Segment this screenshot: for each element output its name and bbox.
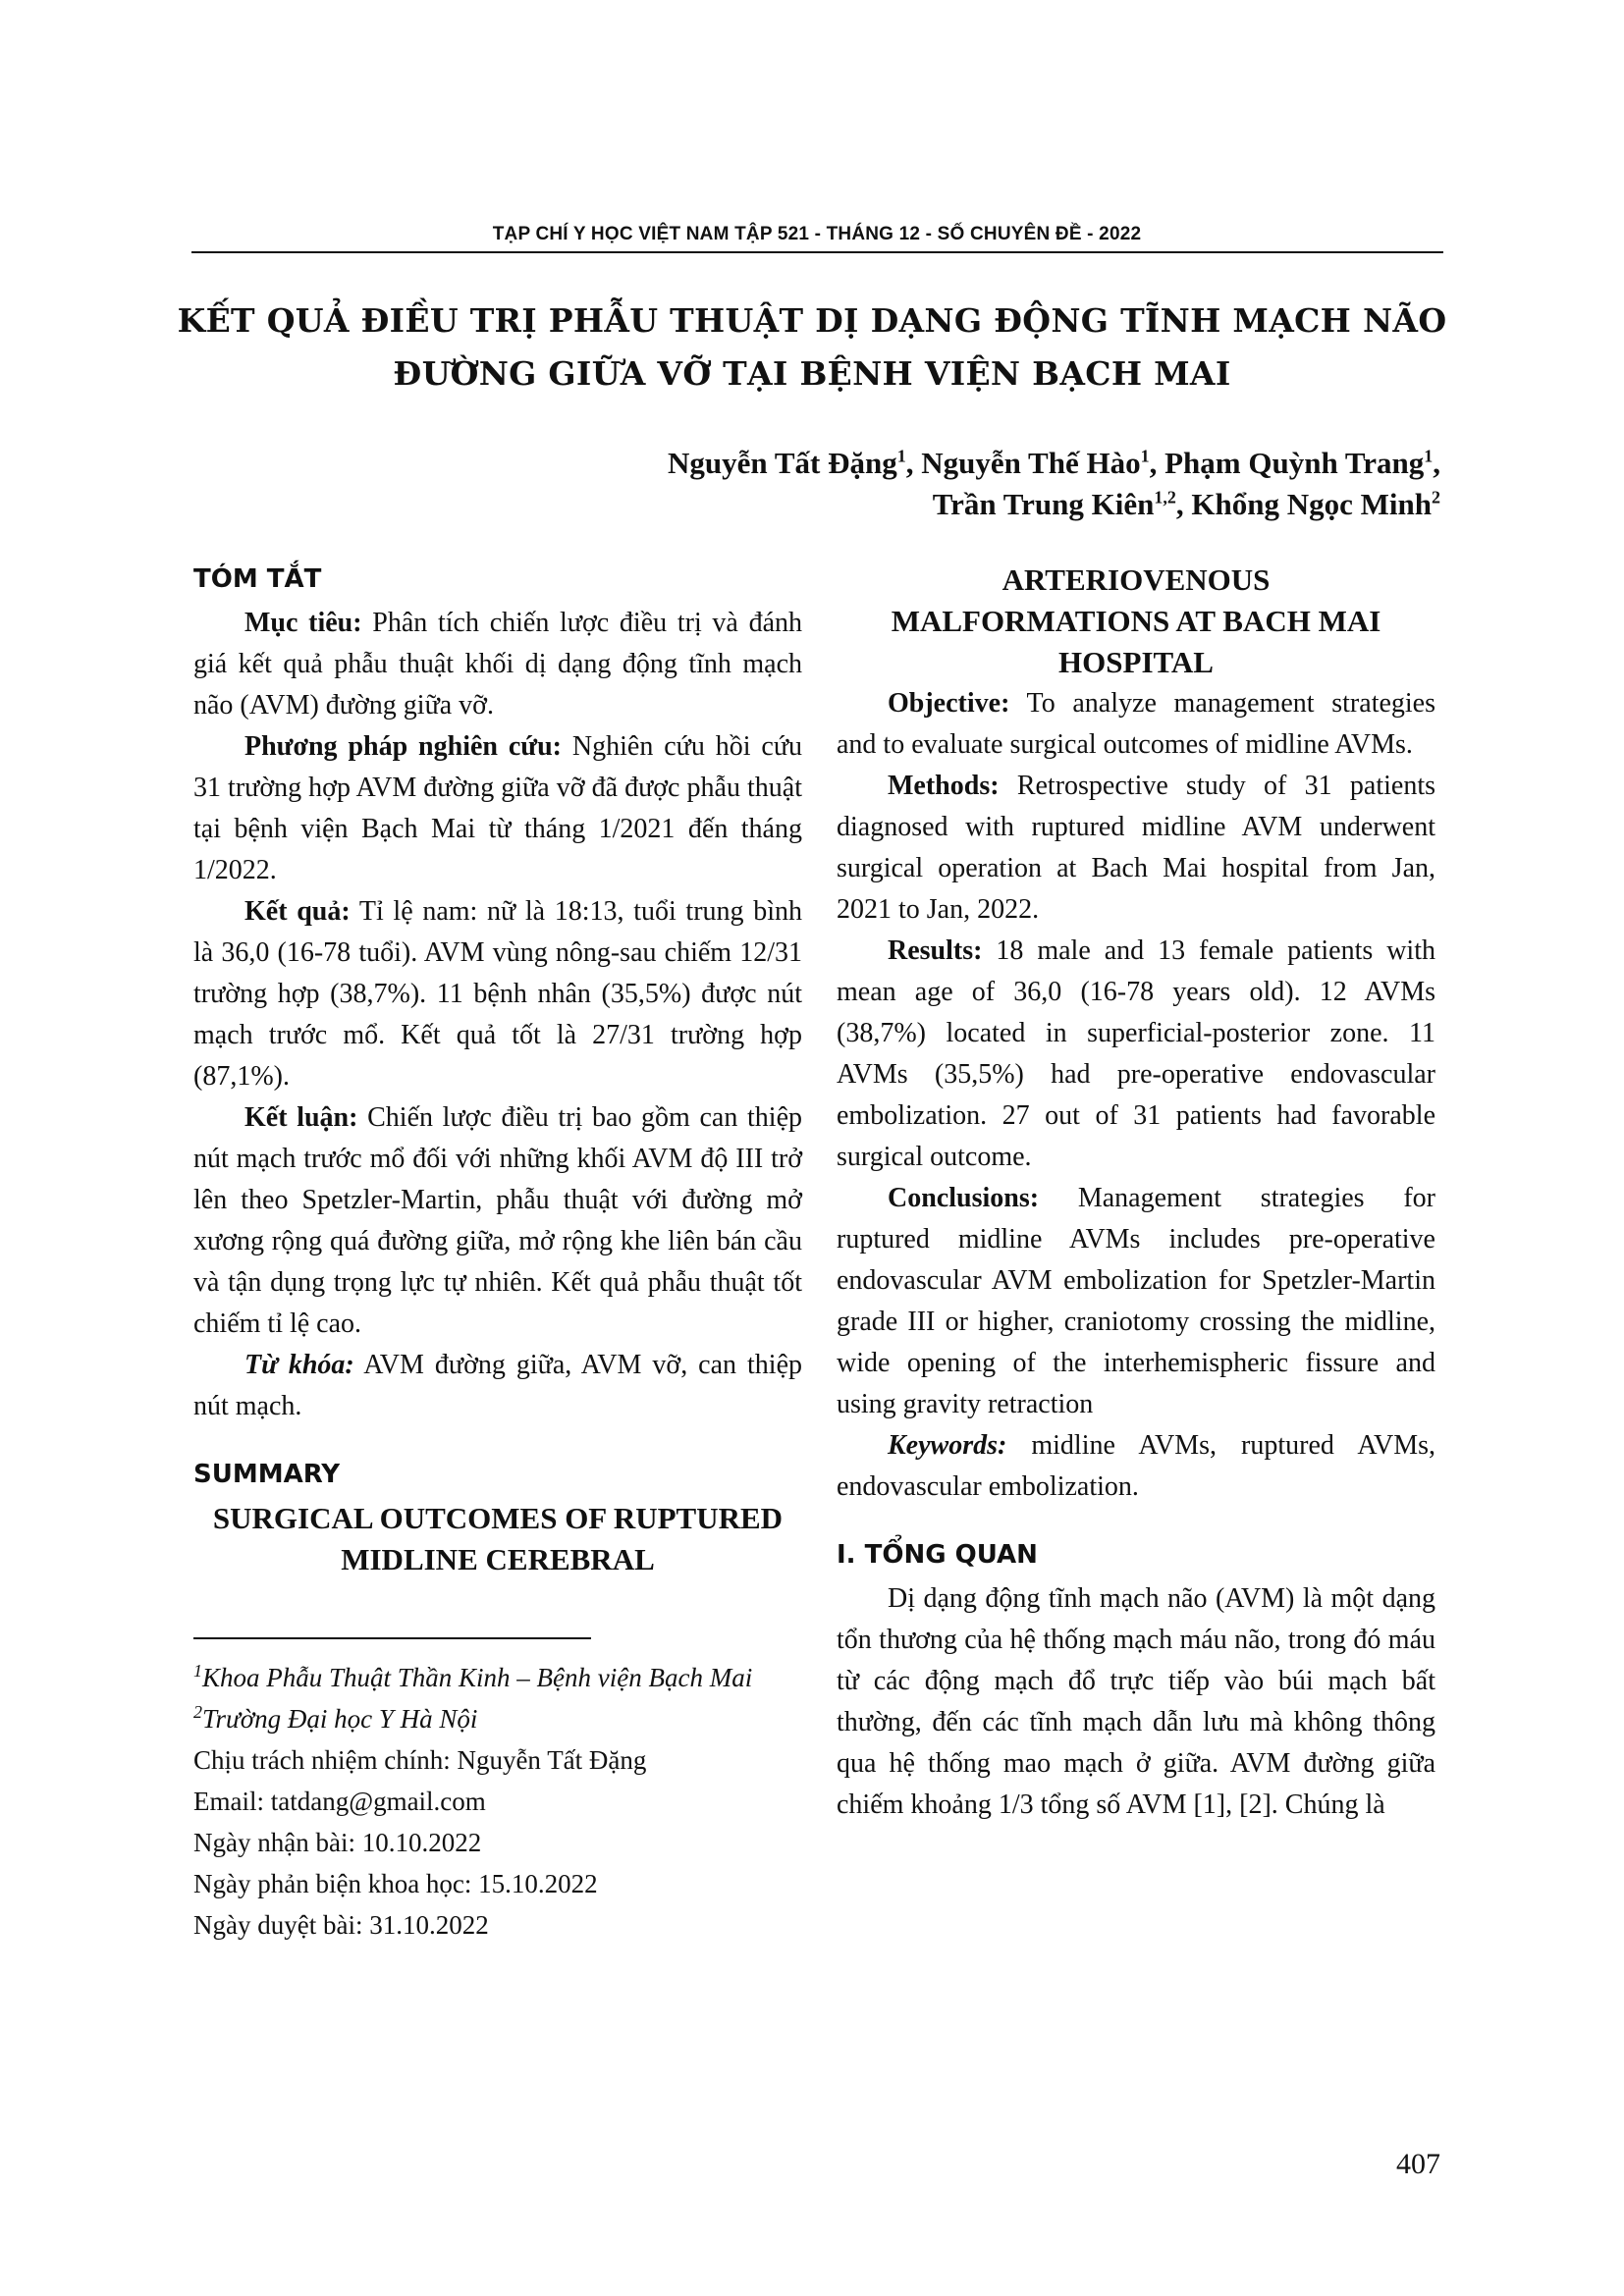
text: Chiến lược điều trị bao gồm can thiệp nút mạch trước mổ đối với những khối AVM độ III trở lên theo Spetzler-Martin, phẫu thuật với đường mở xương rộng quá đường giữa, mở rộng khe liên bán cầu và tận dụng trọng lực tự nhiên. Kết quả phẫu thuật tốt chiếm tỉ lệ cao. xyxy=(193,1102,802,1339)
abstract-results-vi xyxy=(193,891,802,1097)
affil-sup: 2 xyxy=(193,1702,202,1722)
footnotes xyxy=(193,1657,802,1946)
date-reviewed: Ngày phản biện khoa học: 15.10.2022 xyxy=(193,1869,598,1898)
right-column xyxy=(837,560,1435,1826)
left-column xyxy=(193,560,802,1580)
intro-heading: I. TỔNG QUAN xyxy=(837,1540,1038,1570)
label: Conclusions: xyxy=(888,1183,1040,1213)
label: Results: xyxy=(888,935,983,966)
label: Phương pháp nghiên cứu: xyxy=(244,731,563,762)
footnote-rule xyxy=(193,1637,591,1639)
author-name: Nguyễn Thế Hào xyxy=(921,446,1141,480)
intro-paragraph: Dị dạng động tĩnh mạch não (AVM) là một dạng tổn thương của hệ thống mạch máu não, trong đó máu từ các động mạch đổ trực tiếp vào búi mạch bất thường, đến các tĩnh mạch dẫn lưu mà không thông qua hệ thống mao mạch ở giữa. AVM đường giữa chiếm khoảng 1/3 tổng số AVM [1], [2]. Chúng là xyxy=(837,1583,1435,1820)
text: 18 male and 13 female patients with mean age of 36,0 (16-78 years old). 12 AVMs (38,7%) located in superficial-posterior zone. 11 AVMs (35,5%) had pre-operative endovascular embolization. 27 out of 31 patients had favorable surgical outcome. xyxy=(837,935,1435,1172)
label: Methods: xyxy=(888,771,1000,801)
running-head: TẠP CHÍ Y HỌC VIỆT NAM TẬP 521 - THÁNG 12 - SỐ CHUYÊN ĐỀ - 2022 xyxy=(492,224,1142,244)
text: Retrospective study of 31 patients diagnosed with ruptured midline AVM underwent surgical operation at Bach Mai hospital from Jan, 2021 to Jan, 2022. xyxy=(837,771,1435,925)
summary-methods xyxy=(837,766,1435,931)
text: midline AVMs, ruptured AVMs, endovascular embolization. xyxy=(837,1430,1435,1502)
author-name: Trần Trung Kiên xyxy=(932,487,1155,521)
summary-conclusions xyxy=(837,1178,1435,1425)
author-affil-sup: 1 xyxy=(1424,446,1434,466)
affil-sup: 1 xyxy=(193,1661,202,1681)
summary-results xyxy=(837,931,1435,1178)
text: Management strategies for ruptured midline AVMs includes pre-operative endovascular AVM embolization for Spetzler-Martin grade III or higher, craniotomy crossing the midline, wide opening of the interhemispheric fissure and using gravity retraction xyxy=(837,1183,1435,1419)
header-rule xyxy=(191,251,1443,253)
affiliation-2 xyxy=(193,1698,802,1739)
author-name: Nguyễn Tất Đặng xyxy=(668,446,897,480)
date-accepted: Ngày duyệt bài: 31.10.2022 xyxy=(193,1910,489,1940)
author-list xyxy=(459,443,1440,525)
english-title-part-1: SURGICAL OUTCOMES OF RUPTURED MIDLINE CEREBRAL xyxy=(212,1501,784,1576)
label: Kết luận: xyxy=(244,1102,358,1133)
affil-text: Khoa Phẫu Thuật Thần Kinh – Bệnh viện Bạch Mai xyxy=(202,1663,753,1692)
abstract-heading-vi: TÓM TẮT xyxy=(193,564,322,594)
corresponding-author: Chịu trách nhiệm chính: Nguyễn Tất Đặng xyxy=(193,1745,647,1775)
author-affil-sup: 1,2 xyxy=(1154,487,1176,507)
label: Kết quả: xyxy=(244,896,351,927)
affil-text: Trường Đại học Y Hà Nội xyxy=(202,1704,478,1734)
text: AVM đường giữa, AVM vỡ, can thiệp nút mạch. xyxy=(193,1350,802,1421)
abstract-conclusion-vi xyxy=(193,1097,802,1345)
text: Tỉ lệ nam: nữ là 18:13, tuổi trung bình là 36,0 (16-78 tuổi). AVM vùng nông-sau chiếm 12/31 trường hợp (38,7%). 11 bệnh nhân (35,5%) được nút mạch trước mổ. Kết quả tốt là 27/31 trường hợp (87,1%). xyxy=(193,896,802,1092)
date-received: Ngày nhận bài: 10.10.2022 xyxy=(193,1828,482,1857)
email: Email: tatdang@gmail.com xyxy=(193,1787,486,1816)
summary-heading: SUMMARY xyxy=(193,1460,341,1489)
summary-objective xyxy=(837,683,1435,766)
author-name: Phạm Quỳnh Trang xyxy=(1164,446,1425,480)
abstract-keywords-vi xyxy=(193,1345,802,1427)
article-title xyxy=(157,294,1467,400)
abstract-objective-vi xyxy=(193,603,802,726)
author-affil-sup: 1 xyxy=(1140,446,1150,466)
text: Phân tích chiến lược điều trị và đánh giá kết quả phẫu thuật khối dị dạng động tĩnh mạch não (AVM) đường giữa vỡ. xyxy=(193,608,803,721)
text: To analyze management strategies and to evaluate surgical outcomes of midline AVMs. xyxy=(837,688,1435,760)
page-number: 407 xyxy=(1396,2148,1440,2180)
label: Từ khóa: xyxy=(244,1350,354,1380)
title-line-1: KẾT QUẢ ĐIỀU TRỊ PHẪU THUẬT DỊ DẠNG ĐỘNG TĨNH MẠCH NÃO xyxy=(177,301,1447,340)
abstract-methods-vi xyxy=(193,726,802,891)
affiliation-1 xyxy=(193,1657,802,1698)
label: Objective: xyxy=(888,688,1010,719)
author-affil-sup: 2 xyxy=(1432,487,1440,507)
summary-keywords xyxy=(837,1425,1435,1508)
author-name: Khổng Ngọc Minh xyxy=(1191,487,1432,521)
label: Mục tiêu: xyxy=(244,608,362,638)
title-line-2: ĐƯỜNG GIỮA VỠ TẠI BỆNH VIỆN BẠCH MAI xyxy=(393,354,1231,393)
author-affil-sup: 1 xyxy=(896,446,906,466)
author-line-2: Trần Trung Kiên$^{1,2}$, Khổng Ngọc Minh$^2$ xyxy=(932,487,1440,521)
english-title-part-2: ARTERIOVENOUS MALFORMATIONS AT BACH MAI HOSPITAL xyxy=(891,562,1381,679)
author-line-1: Nguyễn Tất Đặng$^1$, Nguyễn Thế Hào$^1$, Phạm Quỳnh Trang$^1$, xyxy=(668,446,1440,480)
label: Keywords: xyxy=(888,1430,1007,1461)
text: Nghiên cứu hồi cứu 31 trường hợp AVM đường giữa vỡ đã được phẫu thuật tại bệnh viện Bạch Mai từ tháng 1/2021 đến tháng 1/2022. xyxy=(193,731,803,885)
